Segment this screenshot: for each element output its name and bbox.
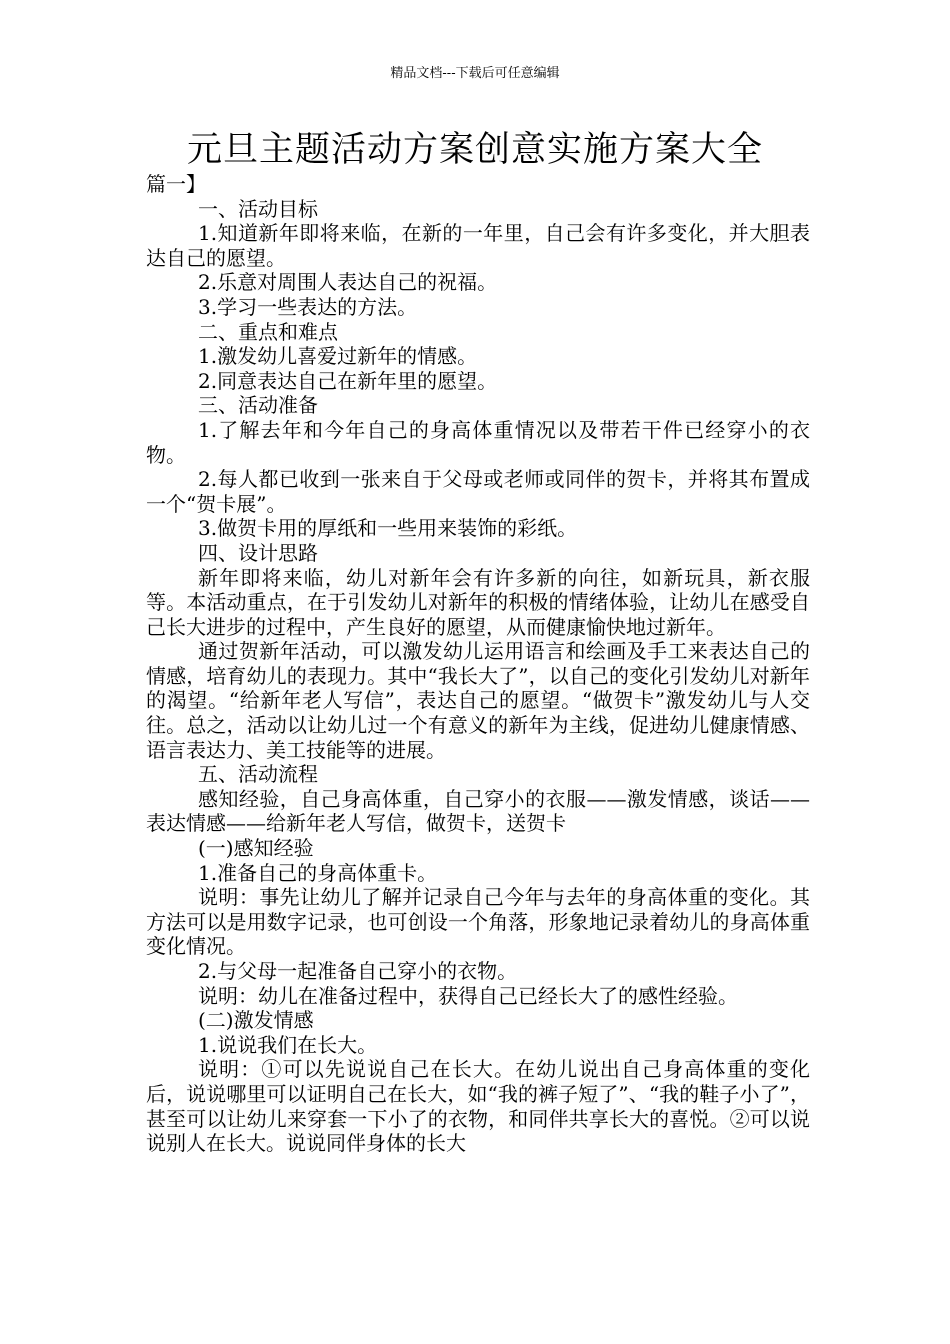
paragraph: 感知经验，自己身高体重，自己穿小的衣服——激发情感，谈话——表达情感——给新年老人写信，做贺卡，送贺卡 <box>146 786 810 836</box>
paragraph: 1.知道新年即将来临，在新的一年里，自己会有许多变化，并大胆表达自己的愿望。 <box>146 221 810 270</box>
paragraph: 3.做贺卡用的厚纸和一些用来装饰的彩纸。 <box>198 516 578 541</box>
subheading: (二)激发情感 <box>198 1008 314 1033</box>
paragraph: 说明：①可以先说说自己在长大。在幼儿说出自己身高体重的变化后，说说哪里可以证明自己在长大，如“我的裤子短了”、“我的鞋子小了”，甚至可以让幼儿来穿套一下小了的衣物，和同伴共享长大的喜悦。②可以说说别人在长大。说说同伴身体的长大 <box>146 1057 810 1156</box>
paragraph: 通过贺新年活动，可以激发幼儿运用语言和绘画及手工来表达自己的情感，培育幼儿的表现力。其中“我长大了”，以自己的变化引发幼儿对新年的渴望。“给新年老人写信”，表达自己的愿望。“做贺卡”激发幼儿与人交往。总之，活动以让幼儿过一个有意义的新年为主线，促进幼儿健康情感、语言表达力、美工技能等的进展。 <box>146 639 810 762</box>
paragraph: 2.乐意对周围人表达自己的祝福。 <box>198 270 498 295</box>
heading-process: 五、活动流程 <box>198 762 318 787</box>
document-body <box>146 172 810 1156</box>
paragraph: 2.同意表达自己在新年里的愿望。 <box>198 368 498 393</box>
paragraph: 说明：幼儿在准备过程中，获得自己已经长大了的感性经验。 <box>198 983 738 1008</box>
paragraph: 说明：事先让幼儿了解并记录自己今年与去年的身高体重的变化。其方法可以是用数字记录，也可创设一个角落，形象地记录着幼儿的身高体重变化情况。 <box>146 885 810 959</box>
paragraph: 1.了解去年和今年自己的身高体重情况以及带若干件已经穿小的衣物。 <box>146 417 810 467</box>
paragraph: 1.激发幼儿喜爱过新年的情感。 <box>198 344 478 369</box>
paragraph: 新年即将来临，幼儿对新年会有许多新的向往，如新玩具，新衣服等。本活动重点，在于引发幼儿对新年的积极的情绪体验，让幼儿在感受自己长大进步的过程中，产生良好的愿望，从而健康愉快地过新年。 <box>146 565 810 639</box>
heading-key-points: 二、重点和难点 <box>198 319 338 344</box>
paragraph: 3.学习一些表达的方法。 <box>198 294 418 319</box>
heading-design: 四、设计思路 <box>198 540 318 565</box>
section-label: 篇一】 <box>146 172 206 196</box>
paragraph: 1.准备自己的身高体重卡。 <box>198 860 438 885</box>
paragraph: 2.每人都已收到一张来自于父母或老师或同伴的贺卡，并将其布置成一个“贺卡展”。 <box>146 467 810 516</box>
document-title: 元旦主题活动方案创意实施方案大全 <box>186 130 763 170</box>
heading-goals: 一、活动目标 <box>198 196 318 221</box>
heading-preparation: 三、活动准备 <box>198 393 318 418</box>
paragraph: 1.说说我们在长大。 <box>198 1032 378 1057</box>
page-header: 精品文档---下载后可任意编辑 <box>390 66 560 81</box>
subheading: (一)感知经验 <box>198 836 314 861</box>
paragraph: 2.与父母一起准备自己穿小的衣物。 <box>198 959 518 983</box>
